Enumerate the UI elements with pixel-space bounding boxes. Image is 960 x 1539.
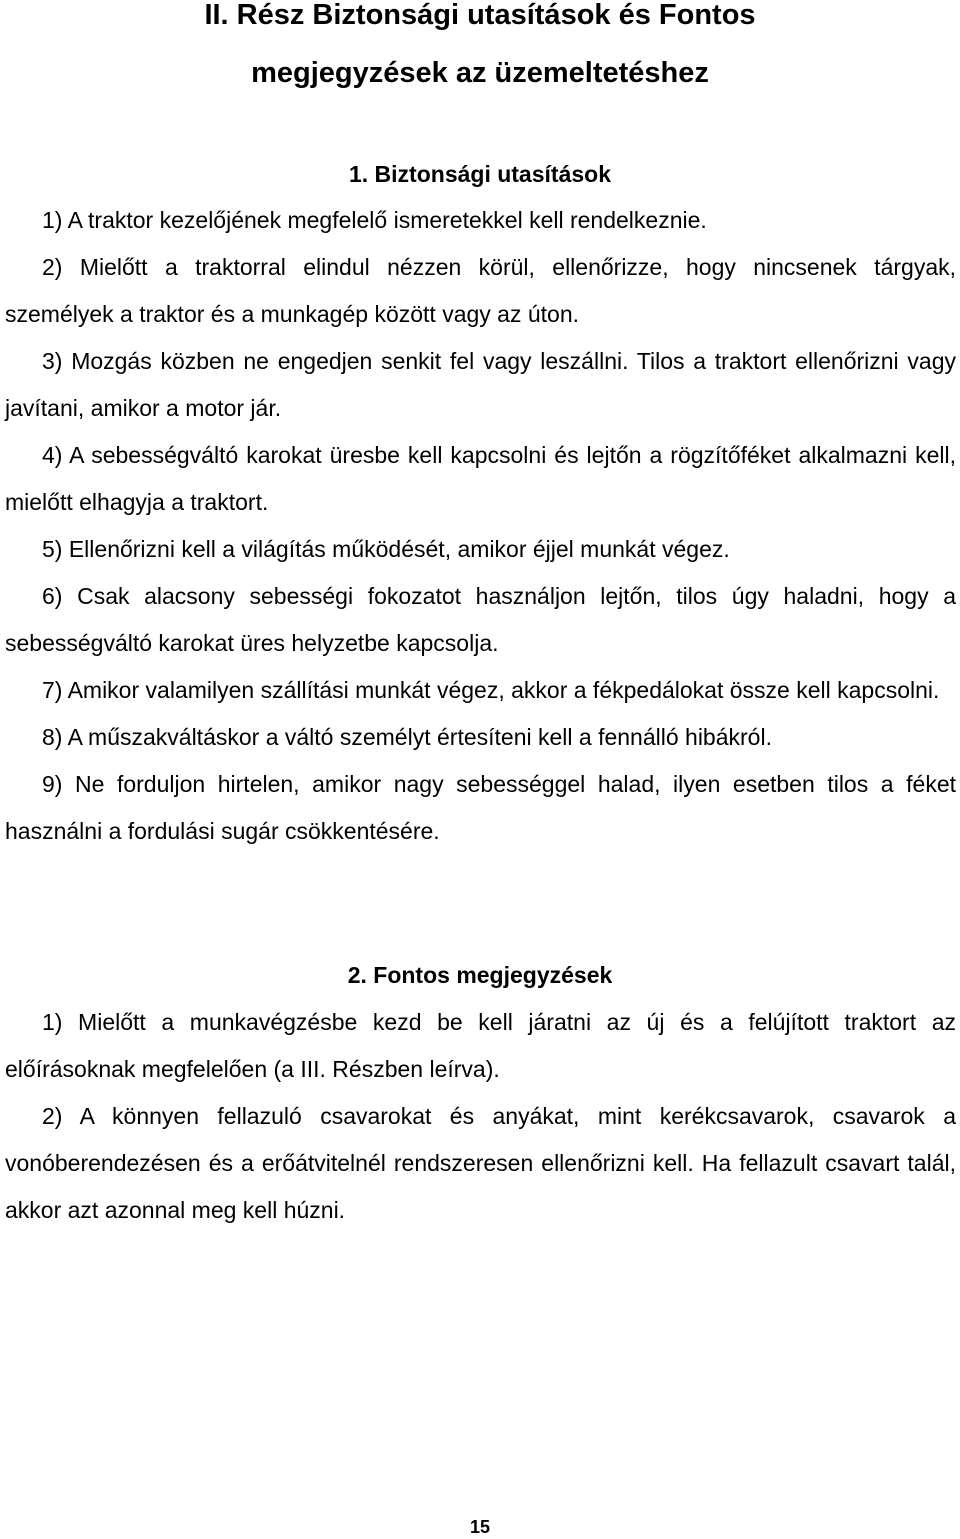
safety-item-3: 3) Mozgás közben ne engedjen senkit fel vagy leszállni. Tilos a traktort ellenőrizni vagy javítani, amikor a motor jár. [5,348,956,421]
page-number: 15 [469,1517,491,1537]
safety-item-8: 8) A műszakváltáskor a váltó személyt értesíteni kell a fennálló hibákról. [42,724,772,750]
safety-item-9: 9) Ne forduljon hirtelen, amikor nagy sebességgel halad, ilyen esetben tilos a féket használni a fordulási sugár csökkentésére. [5,771,956,844]
important-notes-list [5,999,956,1234]
note-item-1: 1) Mielőtt a munkavégzésbe kezd be kell járatni az új és a felújított traktort az előírásoknak megfelelően (a III. Részben leírva). [5,1009,956,1082]
safety-item-2: 2) Mielőtt a traktorral elindul nézzen körül, ellenőrizze, hogy nincsenek tárgyak, személyek a traktor és a munkagép között vagy az úton. [5,254,956,327]
section-heading-notes: 2. Fontos megjegyzések [347,962,613,988]
document-title-line-2: megjegyzések az üzemeltetéshez [251,57,709,89]
document-title-line-1: II. Rész Biztonsági utasítások és Fontos [204,0,756,31]
section-heading-safety: 1. Biztonsági utasítások [348,161,611,187]
safety-item-5: 5) Ellenőrizni kell a világítás működését, amikor éjjel munkát végez. [42,536,730,562]
safety-item-6: 6) Csak alacsony sebességi fokozatot használjon lejtőn, tilos úgy haladni, hogy a sebességváltó karokat üres helyzetbe kapcsolja. [5,583,956,656]
safety-item-4: 4) A sebességváltó karokat üresbe kell kapcsolni és lejtőn a rögzítőféket alkalmazni kell, mielőtt elhagyja a traktort. [5,442,956,515]
safety-item-1: 1) A traktor kezelőjének megfelelő ismeretekkel kell rendelkeznie. [42,207,707,233]
safety-instructions-list [5,197,956,855]
note-item-2: 2) A könnyen fellazuló csavarokat és anyákat, mint kerékcsavarok, csavarok a vonóberendezésen és a erőátvitelnél rendszeresen ellenőrizni kell. Ha fellazult csavart talál, akkor azt azonnal meg kell húzni. [5,1103,956,1223]
safety-item-7: 7) Amikor valamilyen szállítási munkát végez, akkor a fékpedálokat össze kell kapcsolni. [42,677,940,703]
